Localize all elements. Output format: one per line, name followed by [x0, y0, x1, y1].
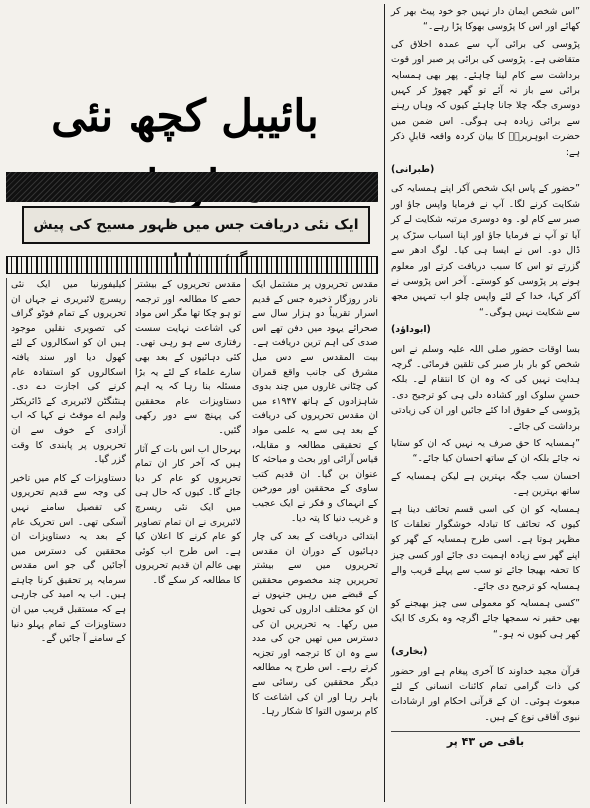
paragraph: ہمسایہ کو ان کی اسی قسم تحائف دینا ہے کیوں کہ تحائف کا تبادلہ خوشگوار تعلقات کا مظہر ہوتا ہے۔ اسی طرح ہمسایہ کے گھر کو اپنے گھر سے زیادہ اہمیت دی جائے اور کسی چیز کا تحفہ بھیجا جائے تو سب سے پہلے قریب والے ہمسایہ کو ترجیح دی جائے۔ — [391, 503, 580, 592]
decorative-band — [6, 172, 378, 202]
paragraph: کیلیفورنیا میں ایک نئی ریسرچ لائبریری نے جہاں ان تحریروں کے تمام فوٹو گراف کی تصویری نقلیں موجود ہیں ان کو اسکالروں کے لئے کھول دیا اور سند یافتہ اسکالروں کو استفادہ عام کرنے کی اجازت دے دی۔ ہنٹنگٹن لائبریری کے ڈائریکٹر ولیم اے موفٹ نے کہا کہ اب آزادی کے خوف سے ان تحریروں پر پابندی کا وقت گزر گیا۔ — [11, 279, 126, 466]
source-citation: (ابوداؤد) — [391, 324, 431, 336]
source-citation: (بخاری) — [391, 646, 428, 658]
article-column-3 — [6, 278, 126, 804]
source-citation: (طبرانی) — [391, 164, 435, 176]
article-subtitle: ایک نئی دریافت جس میں ظہور مسیح کی پیش — [22, 206, 370, 244]
ornamental-border — [6, 256, 378, 274]
paragraph: ابتدائی دریافت کے بعد کی چار دہائیوں کے دوران ان مقدس تحریروں میں سے بیشتر تحریریں چند مخصوص محققین کے قبضے میں رہیں جنہوں نے ان کو مختلف اداروں کی تحویل میں رکھا۔ یہ تحریریں ان کی دسترس میں تھیں جن کی مدد سے وہ ان کا ترجمہ اور تجزیہ کرتے رہے۔ اس طرح یہ مطالعہ دیگر محققین کی رسائی سے باہر رہا اور ان کی اشاعت کا کام برسوں التوا کا شکار رہا۔ — [252, 531, 378, 718]
paragraph: مقدس تحریروں پر مشتمل ایک نادر روزگار ذخیرہ جس کے قدیم اسرار تقریباً دو ہزار سال سے صحرائے یہود میں دفن تھے اس صدی کی اہم ترین دریافت ہے۔ بیت المقدس سے دس میل مشرق کی جانب واقع قمران کی چٹانی غاروں میں چند بدوی شاہزادوں کے ہاتھ ۱۹۴۷ء میں ان مقدس تحریروں کی دریافت کے بعد ہی سے یہ علمی مواد کے تحقیقی مطالعہ و مقابلہ، قیاس آرائی اور بحث و مباحثہ کا عنوان بن گیا۔ ان قدیم کتب ساوی کے محققین اور مورخین کے انہماک و فکر نے ایک عجیب و غریب دنیا کا پتہ دیا۔ — [252, 279, 378, 524]
paragraph: پڑوسی کی برائی آپ سے عمدہ اخلاق کی متقاضی ہے۔ پڑوسی کی برائی پر صبر اور قوت برداشت سے کام لینا چاہئے۔ پھر بھی ہمسایہ برائی سے باز نہ آئے تو گھر چھوڑ کر کہیں دوسری جگہ چلا جانا چاہئے کیوں کہ وہاں رہنے سے برائی زیادہ ہی ہوگی۔ اس ضمن میں حضرت ابوہریرہؓ کا بیان کردہ واقعہ قابلِ ذکر ہے: — [391, 38, 580, 158]
paragraph: مقدس تحریروں کے بیشتر حصے کا مطالعہ اور ترجمہ تو ہو چکا تھا مگر اس مواد کی اشاعت نہایت سست رفتاری سے ہو رہی تھی۔ کئی دہائیوں کے بعد بھی سارے علماء کے لئے یہ بڑا مسئلہ بنا رہا کہ یہ اہم دستاویزات عام محققین کی پہنچ سے دور رکھی گئیں۔ — [135, 279, 241, 436]
paragraph: ”حضور کے پاس ایک شخص آکر اپنے ہمسایہ کی شکایت کرنے لگا۔ آپ نے فرمایا واپس جاؤ اور صبر سے کام لو۔ وہ دوسری مرتبہ شکایت لے کر آیا تو آپ نے فرمایا جاؤ اور اپنا اسباب سڑک پر ڈال دو۔ اس نے ایسا ہی کیا۔ لوگ ادھر سے گزرتے تو اس کا سبب دریافت کرتے اور معلوم ہونے پر پڑوسی کو کوستے۔ آخر اس پڑوسی نے آکر کہا، خدا کے لئے واپس چلو اب تمہیں مجھ سے شکایت نہیں ہوگی۔“ — [391, 183, 580, 318]
paragraph: دستاویزات کے کام میں تاخیر کی وجہ سے قدیم تحریروں کی تفصیل سامنے نہیں آسکی تھی۔ اس تحریک عام کے بعد یہ دستاویزات ان محققین کی دسترس میں آجائیں گی جو اس مقدس سرمایہ پر تحقیق کرنا چاہتے ہیں۔ اب یہ امید کی جارہی ہے کہ مستقبل قریب میں ان دستاویزات کے تمام پہلو دنیا کے سامنے آ جائیں گے۔ — [11, 472, 126, 645]
continued-marker: باقی ص ۴۳ پر — [391, 731, 580, 749]
previous-article-column — [384, 4, 582, 802]
paragraph: احسان سب جگہ بہترین ہے لیکن ہمسایہ کے ساتھ بہترین ہے۔ — [391, 470, 580, 498]
paragraph: ”ہمسایہ کا حق صرف یہ نہیں کہ ان کو ستایا نہ جائے بلکہ ان کے ساتھ احسان کیا جائے۔“ — [391, 437, 580, 465]
paragraph: ”کسی ہمسایہ کو معمولی سی چیز بھیجنے کو بھی حقیر نہ سمجھا جائے اگرچہ وہ بکری کا ایک کھر ہی کیوں نہ ہو۔“ — [391, 598, 580, 640]
paragraph: قرآن مجید خداوند کا آخری پیغام ہے اور حضور کی ذات گرامی تمام کائنات انسانی کے لئے مبعوث ہوئی۔ ان کے قرآنی احکام اور ارشادات نبوی آفاقی نوع کے ہیں۔ — [391, 665, 580, 723]
article-column-2 — [130, 278, 246, 804]
paragraph: ”اس شخص ایمان دار نہیں جو خود پیٹ بھر کر کھائے اور اس کا پڑوسی بھوکا پڑا رہے۔“ — [391, 6, 580, 33]
article-title: بائیبل کچھ نئی — [51, 91, 319, 142]
paragraph: بسا اوقات حضور صلی اللہ علیہ وسلم نے اس شخص کو بار بار صبر کی تلقین فرمائی۔ گرچہ ہدایت نہیں کی کہ وہ ان کا انتقام لے۔ بلکہ حسنِ سلوک اور کشادہ دلی ہی کو ترجیح دی۔ پڑوسی کے حقوق ادا کئے جائیں اور ان کی زیادتی برداشت کی جائے۔ — [391, 343, 580, 432]
article-column-1 — [252, 278, 378, 804]
paragraph: بہرحال اب اس بات کے آثار ہیں کہ آخر کار ان تمام تحریروں کو عام کر دیا جائے گا۔ کیوں کہ حال ہی میں ایک نئی ریسرچ لائبریری نے ان تمام تصاویر کو عام کرنے کا اعلان کیا ہے۔ اس طرح اب کوئی بھی عالم ان قدیم تحریروں کا مطالعہ کر سکے گا۔ — [135, 443, 241, 586]
